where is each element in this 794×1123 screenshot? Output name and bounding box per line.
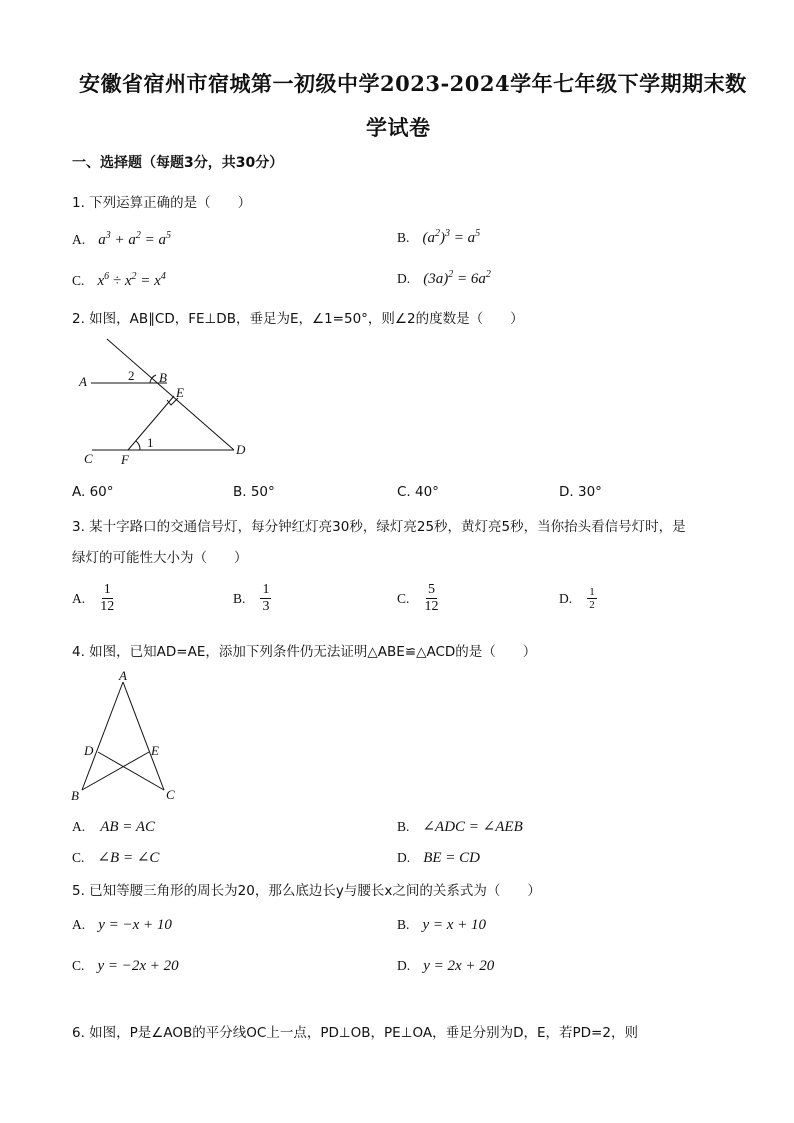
q1-option-a-label: A. [72,232,86,247]
q3-option-c-label: C. [397,591,410,606]
question-5-stem: 5. 已知等腰三角形的周长为20，那么底边长y与腰长x之间的关系式为（ ） [72,883,541,899]
label-e: E [151,743,159,758]
q3-option-b-label: B. [233,591,246,606]
q1-option-a [72,229,171,249]
q1-option-b [397,227,480,247]
q4-figure-triangle [70,668,185,808]
q4-option-d-expr: BE = CD [423,850,481,866]
q3-option-a-fraction [98,582,116,615]
q5-option-c-label: C. [72,958,85,973]
label-d: D [84,743,94,758]
q4-option-a-expr: AB = AC [100,819,156,835]
q3-option-d-label: D. [559,591,573,606]
fraction-denominator: 12 [100,599,115,614]
q5-option-d-expr: y = 2x + 20 [423,958,495,974]
fraction-numerator: 1 [103,582,111,597]
q5-option-b-label: B. [397,917,410,932]
question-3-stem-line1: 3. 某十字路口的交通信号灯，每分钟红灯亮30秒，绿灯亮25秒，黄灯亮5秒，当你抬头看信号灯时，是 [72,519,686,535]
q4-option-b-expr: ∠ADC = ∠AEB [422,819,523,835]
q4-option-d [397,847,480,867]
fraction-numerator: 1 [262,582,270,597]
q3-option-d-fraction [587,586,597,611]
q5-option-b [397,914,486,934]
q1-option-b-expr: $(a^2)^3 = a^5$ [422,228,481,246]
q4-option-a-label: A. [72,819,86,834]
q1-option-c-expr: $x^6 \div x^2 = x^4$ [97,271,166,289]
label-e: E [176,385,184,400]
q5-option-a-label: A. [72,917,86,932]
q3-option-b-fraction [260,582,271,615]
question-3-stem-line2: 绿灯的可能性大小为（ ） [72,550,248,566]
q5-option-c-expr: y = −2x + 20 [97,958,179,974]
page-title-line2: 学试卷 [366,115,431,140]
fraction-numerator: 1 [589,586,595,598]
q1-option-d-expr: $(3a)^2 = 6a^2$ [423,269,491,287]
question-1-stem: 1. 下列运算正确的是（ ） [72,195,252,211]
label-a: A [79,374,87,389]
q4-option-d-label: D. [397,850,411,865]
q2-option-c: C. 40° [397,484,439,500]
q4-option-c-label: C. [72,850,85,865]
fraction-denominator: 2 [589,599,595,611]
q1-option-d-label: D. [397,271,411,286]
q4-option-b-label: B. [397,819,410,834]
label-f: F [121,452,129,467]
page-title-line1: 安徽省宿州市宿城第一初级中学2023-2024学年七年级下学期期末数 [79,71,747,96]
q3-option-c-fraction [422,582,440,615]
q4-option-c-expr: ∠B = ∠C [97,850,160,866]
q5-option-c [72,955,179,975]
q2-option-d: D. 30° [559,484,602,500]
q2-option-a: A. 60° [72,484,114,500]
q1-option-d [397,268,491,288]
q4-option-b [397,816,523,836]
label-a: A [119,668,127,683]
label-c: C [84,451,93,466]
q4-option-a [72,816,155,836]
q3-option-a-label: A. [72,591,86,606]
label-angle-2: 2 [128,368,135,383]
q1-option-c-label: C. [72,273,85,288]
q5-option-d-label: D. [397,958,411,973]
q5-option-a-expr: y = −x + 10 [98,917,172,933]
q3-option-b [233,582,271,615]
fraction-numerator: 5 [427,582,435,597]
q1-option-c [72,270,166,290]
q2-figure-parallel-lines [70,335,260,470]
line-ac [123,682,164,790]
q3-option-d [559,586,597,611]
fraction-denominator: 12 [424,599,439,614]
q2-option-b: B. 50° [233,484,275,500]
section-heading-choice: 一、选择题（每题3分，共30分） [72,155,284,171]
q5-option-d [397,955,494,975]
q1-option-a-expr: $a^3 + a^2 = a^5$ [98,230,171,248]
label-b: B [159,370,167,385]
label-b: B [71,788,79,803]
question-4-stem: 4. 如图，已知AD=AE，添加下列条件仍无法证明△ABE≌△ACD的是（ ） [72,644,537,660]
question-6-stem: 6. 如图，P是∠AOB的平分线OC上一点，PD⊥OB，PE⊥OA，垂足分别为D，E，若PD=2，则 [72,1025,638,1041]
question-2-stem: 2. 如图，AB∥CD，FE⊥DB，垂足为E，∠1=50°，则∠2的度数是（ ） [72,311,524,327]
q5-option-b-expr: y = x + 10 [422,917,487,933]
q3-option-a [72,582,116,615]
q1-option-b-label: B. [397,230,410,245]
q5-option-a [72,914,172,934]
label-d: D [236,442,246,457]
label-angle-1: 1 [147,435,154,450]
q3-option-c [397,582,440,615]
label-c: C [166,787,175,802]
line-bd [107,339,234,450]
angle-1-arc [136,441,140,450]
q4-option-c [72,847,159,867]
fraction-denominator: 3 [262,599,270,614]
line-ab [82,682,123,790]
